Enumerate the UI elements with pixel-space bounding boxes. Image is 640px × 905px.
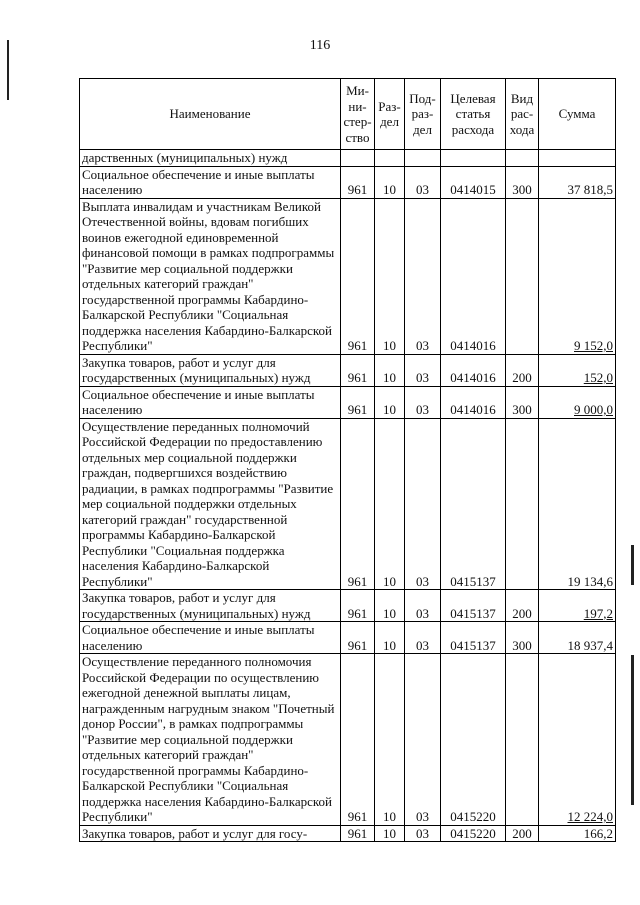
- row-subsection-cell: 03: [405, 590, 441, 622]
- row-subsection-cell: 03: [405, 654, 441, 826]
- row-target-cell: 0415137: [441, 622, 506, 654]
- table-row: [80, 166, 616, 198]
- row-type-cell: [506, 654, 539, 826]
- column-header-target: Целевая статья расхода: [441, 79, 506, 150]
- row-ministry-cell: 961: [341, 354, 375, 386]
- row-ministry-cell: 961: [341, 590, 375, 622]
- row-type-cell: [506, 418, 539, 590]
- row-sum-cell: 197,2: [539, 590, 616, 622]
- row-subsection-cell: 03: [405, 166, 441, 198]
- table-body: [80, 150, 616, 842]
- row-section-cell: 10: [375, 198, 405, 354]
- row-type-cell: 300: [506, 386, 539, 418]
- row-name-cell: Социальное обеспечение и иные выплаты населению: [80, 166, 341, 198]
- row-name-cell: Социальное обеспечение и иные выплаты населению: [80, 386, 341, 418]
- row-subsection-cell: [405, 150, 441, 167]
- row-sum-cell: [539, 150, 616, 167]
- row-sum-cell: 152,0: [539, 354, 616, 386]
- table-header-row: [80, 79, 616, 150]
- table-row: [80, 418, 616, 590]
- row-target-cell: 0415220: [441, 825, 506, 842]
- row-type-cell: 300: [506, 166, 539, 198]
- table-row: [80, 150, 616, 167]
- row-section-cell: 10: [375, 590, 405, 622]
- row-name-cell: Осуществление переданного полномочия Российской Федерации по осуществлению ежегодной денежной выплаты лицам, награжденным нагрудным знаком "Почетный донор России", в рамках подпрограммы "Развитие мер социальной поддержки отдельных категорий граждан" государственной программы Кабардино-Балкарской Республики "Социальная поддержка населения Кабардино-Балкарской Республики": [80, 654, 341, 826]
- row-section-cell: [375, 150, 405, 167]
- row-type-cell: [506, 150, 539, 167]
- row-target-cell: 0414015: [441, 166, 506, 198]
- row-ministry-cell: 961: [341, 386, 375, 418]
- row-target-cell: 0415137: [441, 418, 506, 590]
- row-sum-cell: 9 000,0: [539, 386, 616, 418]
- row-name-cell: Закупка товаров, работ и услуг для госу-: [80, 825, 341, 842]
- table-row: [80, 654, 616, 826]
- column-header-name: Наименование: [80, 79, 341, 150]
- row-type-cell: 200: [506, 825, 539, 842]
- row-target-cell: 0414016: [441, 198, 506, 354]
- column-header-sum: Сумма: [539, 79, 616, 150]
- row-sum-cell: 18 937,4: [539, 622, 616, 654]
- row-section-cell: 10: [375, 654, 405, 826]
- table-row: [80, 386, 616, 418]
- row-name-cell: дарственных (муниципальных) нужд: [80, 150, 341, 167]
- row-type-cell: [506, 198, 539, 354]
- row-ministry-cell: 961: [341, 198, 375, 354]
- table-row: [80, 622, 616, 654]
- row-ministry-cell: 961: [341, 654, 375, 826]
- row-target-cell: 0415137: [441, 590, 506, 622]
- page-number: 116: [309, 38, 331, 53]
- row-subsection-cell: 03: [405, 622, 441, 654]
- row-name-cell: Социальное обеспечение и иные выплаты населению: [80, 622, 341, 654]
- scan-edge-right: [631, 545, 634, 585]
- row-ministry-cell: 961: [341, 622, 375, 654]
- row-target-cell: 0414016: [441, 386, 506, 418]
- row-target-cell: 0414016: [441, 354, 506, 386]
- row-name-cell: Закупка товаров, работ и услуг для государственных (муниципальных) нужд: [80, 354, 341, 386]
- column-header-ministry: Ми- ни- стер- ство: [341, 79, 375, 150]
- row-section-cell: 10: [375, 386, 405, 418]
- row-subsection-cell: 03: [405, 418, 441, 590]
- row-target-cell: [441, 150, 506, 167]
- row-name-cell: Выплата инвалидам и участникам Великой Отечественной войны, вдовам погибших воинов ежегодной единовременной финансовой помощи в рамках подпрограммы "Развитие мер социальной поддержки отдельных категорий граждан" государственной программы Кабардино-Балкарской Республики "Социальная поддержка населения Кабардино-Балкарской Республики": [80, 198, 341, 354]
- row-sum-cell: 166,2: [539, 825, 616, 842]
- row-name-cell: Осуществление переданных полномочий Российской Федерации по предоставлению отдельных мер социальной поддержки граждан, подвергшихся воздействию радиации, в рамках подпрограммы "Развитие мер социальной поддержки отдельных категорий граждан" государственной программы Кабардино-Балкарской Республики "Социальная поддержка населения Кабардино-Балкарской Республики": [80, 418, 341, 590]
- column-header-section: Раз- дел: [375, 79, 405, 150]
- row-target-cell: 0415220: [441, 654, 506, 826]
- table-row: [80, 825, 616, 842]
- row-sum-cell: 37 818,5: [539, 166, 616, 198]
- column-header-subsection: Под- раз- дел: [405, 79, 441, 150]
- row-section-cell: 10: [375, 622, 405, 654]
- table-row: [80, 590, 616, 622]
- row-ministry-cell: 961: [341, 825, 375, 842]
- row-section-cell: 10: [375, 166, 405, 198]
- row-section-cell: 10: [375, 825, 405, 842]
- row-name-cell: Закупка товаров, работ и услуг для государственных (муниципальных) нужд: [80, 590, 341, 622]
- row-ministry-cell: 961: [341, 166, 375, 198]
- row-subsection-cell: 03: [405, 198, 441, 354]
- row-sum-cell: 9 152,0: [539, 198, 616, 354]
- table-row: [80, 354, 616, 386]
- row-ministry-cell: [341, 150, 375, 167]
- row-sum-cell: 19 134,6: [539, 418, 616, 590]
- budget-table: [79, 78, 616, 842]
- row-section-cell: 10: [375, 354, 405, 386]
- row-sum-cell: 12 224,0: [539, 654, 616, 826]
- row-type-cell: 200: [506, 354, 539, 386]
- row-ministry-cell: 961: [341, 418, 375, 590]
- row-subsection-cell: 03: [405, 825, 441, 842]
- table-row: [80, 198, 616, 354]
- row-section-cell: 10: [375, 418, 405, 590]
- row-subsection-cell: 03: [405, 386, 441, 418]
- row-type-cell: 300: [506, 622, 539, 654]
- row-type-cell: 200: [506, 590, 539, 622]
- column-header-type: Вид рас- хода: [506, 79, 539, 150]
- scan-edge-right-lower: [631, 655, 634, 805]
- row-subsection-cell: 03: [405, 354, 441, 386]
